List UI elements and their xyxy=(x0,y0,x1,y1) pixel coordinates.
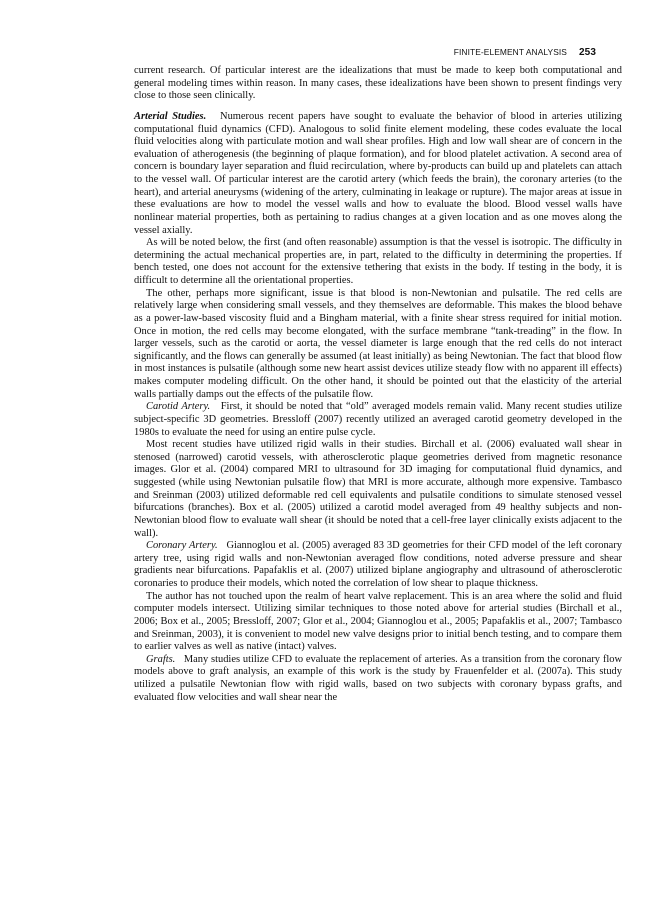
section-heading-arterial-studies: Arterial Studies. xyxy=(134,110,207,122)
paragraph: Grafts. Many studies utilize CFD to evaluate the replacement of arteries. As a transition from the coronary flow models above to graft analysis, an example of this work is the study by Frauenfelder et al. (2007a). This study utilized a pulsatile Newtonian flow with rigid walls, based on two subjects with coronary bypass grafts, and evaluated flow velocities and wall shear near the xyxy=(134,653,623,703)
subheading-grafts: Grafts. xyxy=(146,653,176,665)
body-text xyxy=(134,65,622,704)
paragraph: As will be noted below, the first (and often reasonable) assumption is that the vessel is isotropic. The difficulty in determining the actual mechanical properties are, in part, related to the difficulty in determining the properties. If bench tested, one does not account for the extensive tethering that exists in the body. If testing in the body, it is difficult to determine all the orientational properties. xyxy=(134,237,622,286)
subheading-coronary-artery: Coronary Artery. xyxy=(146,540,218,552)
running-title: FINITE-ELEMENT ANALYSIS xyxy=(453,47,567,57)
paragraph: Coronary Artery. Giannoglou et al. (2005) averaged 83 3D geometries for their CFD model of the left coronary artery tree, using rigid walls and non-Newtonian averaged flow conditions, noted adverse pressure and shear gradients near bifurcations. Papafaklis et al. (2007) utilized biplane angiography and ultrasound of atherosclerotic coronaries to produce their models, which noted the correlation of low shear to plaque thickness. xyxy=(134,540,622,589)
paragraph: Arterial Studies. Numerous recent papers have sought to evaluate the behavior of blood in arteries utilizing computational fluid dynamics (CFD). Analogous to solid finite element modeling, these codes evaluate the local fluid velocities along with particulate motion and wall shear profiles. High and low wall shear are of concern in the evaluation of atherogenesis (the beginning of plaque formation), and for blood platelet activation. A second area of concern is boundary layer separation and fluid recirculation, where by-products can build up and platelets can attach to the vessel wall. Of particular interest are the carotid artery (which feeds the brain), the coronary arteries (to the heart), and arterial aneurysms (widening of the artery, culminating in leakage or rupture). The major areas at issue in these evaluations are how to model the vessel walls and how to evaluate the blood. Blood vessel walls have nonlinear material properties, both as pertaining to radius changes at a given location and as one moves along the vessel axially. xyxy=(134,110,622,236)
running-header xyxy=(454,47,596,58)
paragraph: The other, perhaps more significant, issue is that blood is non-Newtonian and pulsatile. The red cells are relatively large when considering small vessels, and they themselves are deformable. This makes the blood behave as a power-law-based viscosity fluid and a Bingham material, with a finite shear stress required for initial motion. Once in motion, the red cells may become elongated, with the surface membrane “tank-treading” in the flow. In larger vessels, such as the carotid or aorta, the vessel diameter is large enough that the red cells do not interact significantly, and the flows can generally be assumed (at least initially) as being Newtonian. The fact that blood flow in most instances is pulsatile (although some new heart assist devices utilize steady flow with no apparent ill effects) makes computer modeling difficult. On the other hand, it should be pointed out that the elasticity of the arterial walls partially damps out the effects of the pulsatile flow. xyxy=(134,287,622,400)
page-number: 253 xyxy=(579,47,596,58)
paragraph: The author has not touched upon the realm of heart valve replacement. This is an area where the solid and fluid computer models intersect. Utilizing similar techniques to those noted above for arterial studies (Birchall et al., 2006; Box et al., 2005; Bressloff, 2007; Glor et al., 2004; Giannoglou et al., 2005; Papafaklis et al., 2007; Tambasco and Sreinman, 2003), it is convenient to model new valve designs prior to initial bench testing, and to compare them to earlier valves as well as native (intact) valves. xyxy=(134,590,622,653)
subheading-carotid-artery: Carotid Artery. xyxy=(146,401,211,413)
paragraph: current research. Of particular interest are the idealizations that must be made to keep both computational and general modeling times within reason. In many cases, these idealizations have been shown to present findings very close to those seen clinically. xyxy=(134,65,622,102)
paragraph: Carotid Artery. First, it should be noted that “old” averaged models remain valid. Many recent studies utilize subject-specific 3D geometries. Bressloff (2007) recently utilized an averaged carotid geometry developed in the 1980s to evaluate the need for using an entire pulse cycle. xyxy=(134,401,623,438)
paragraph: Most recent studies have utilized rigid walls in their studies. Birchall et al. (2006) evaluated wall shear in stenosed (narrowed) carotid vessels, with atherosclerotic plaque geometries derived from magnetic resonance images. Glor et al. (2004) compared MRI to ultrasound for 3D imaging for computational fluid dynamics, and suggested (while using Newtonian pulsatile flow) that MRI is more accurate, although more expensive. Tambasco and Sreinman (2003) utilized deformable red cell equivalents and pulsatile conditions to simulate stenosed vessel bifurcations (branches). Box et al. (2005) utilized a carotid model averaged from 49 healthy subjects and non-Newtonian blood flow to evaluate wall shear (it should be noted that a cell-free layer clinically exists adjacent to the wall). xyxy=(134,439,622,539)
